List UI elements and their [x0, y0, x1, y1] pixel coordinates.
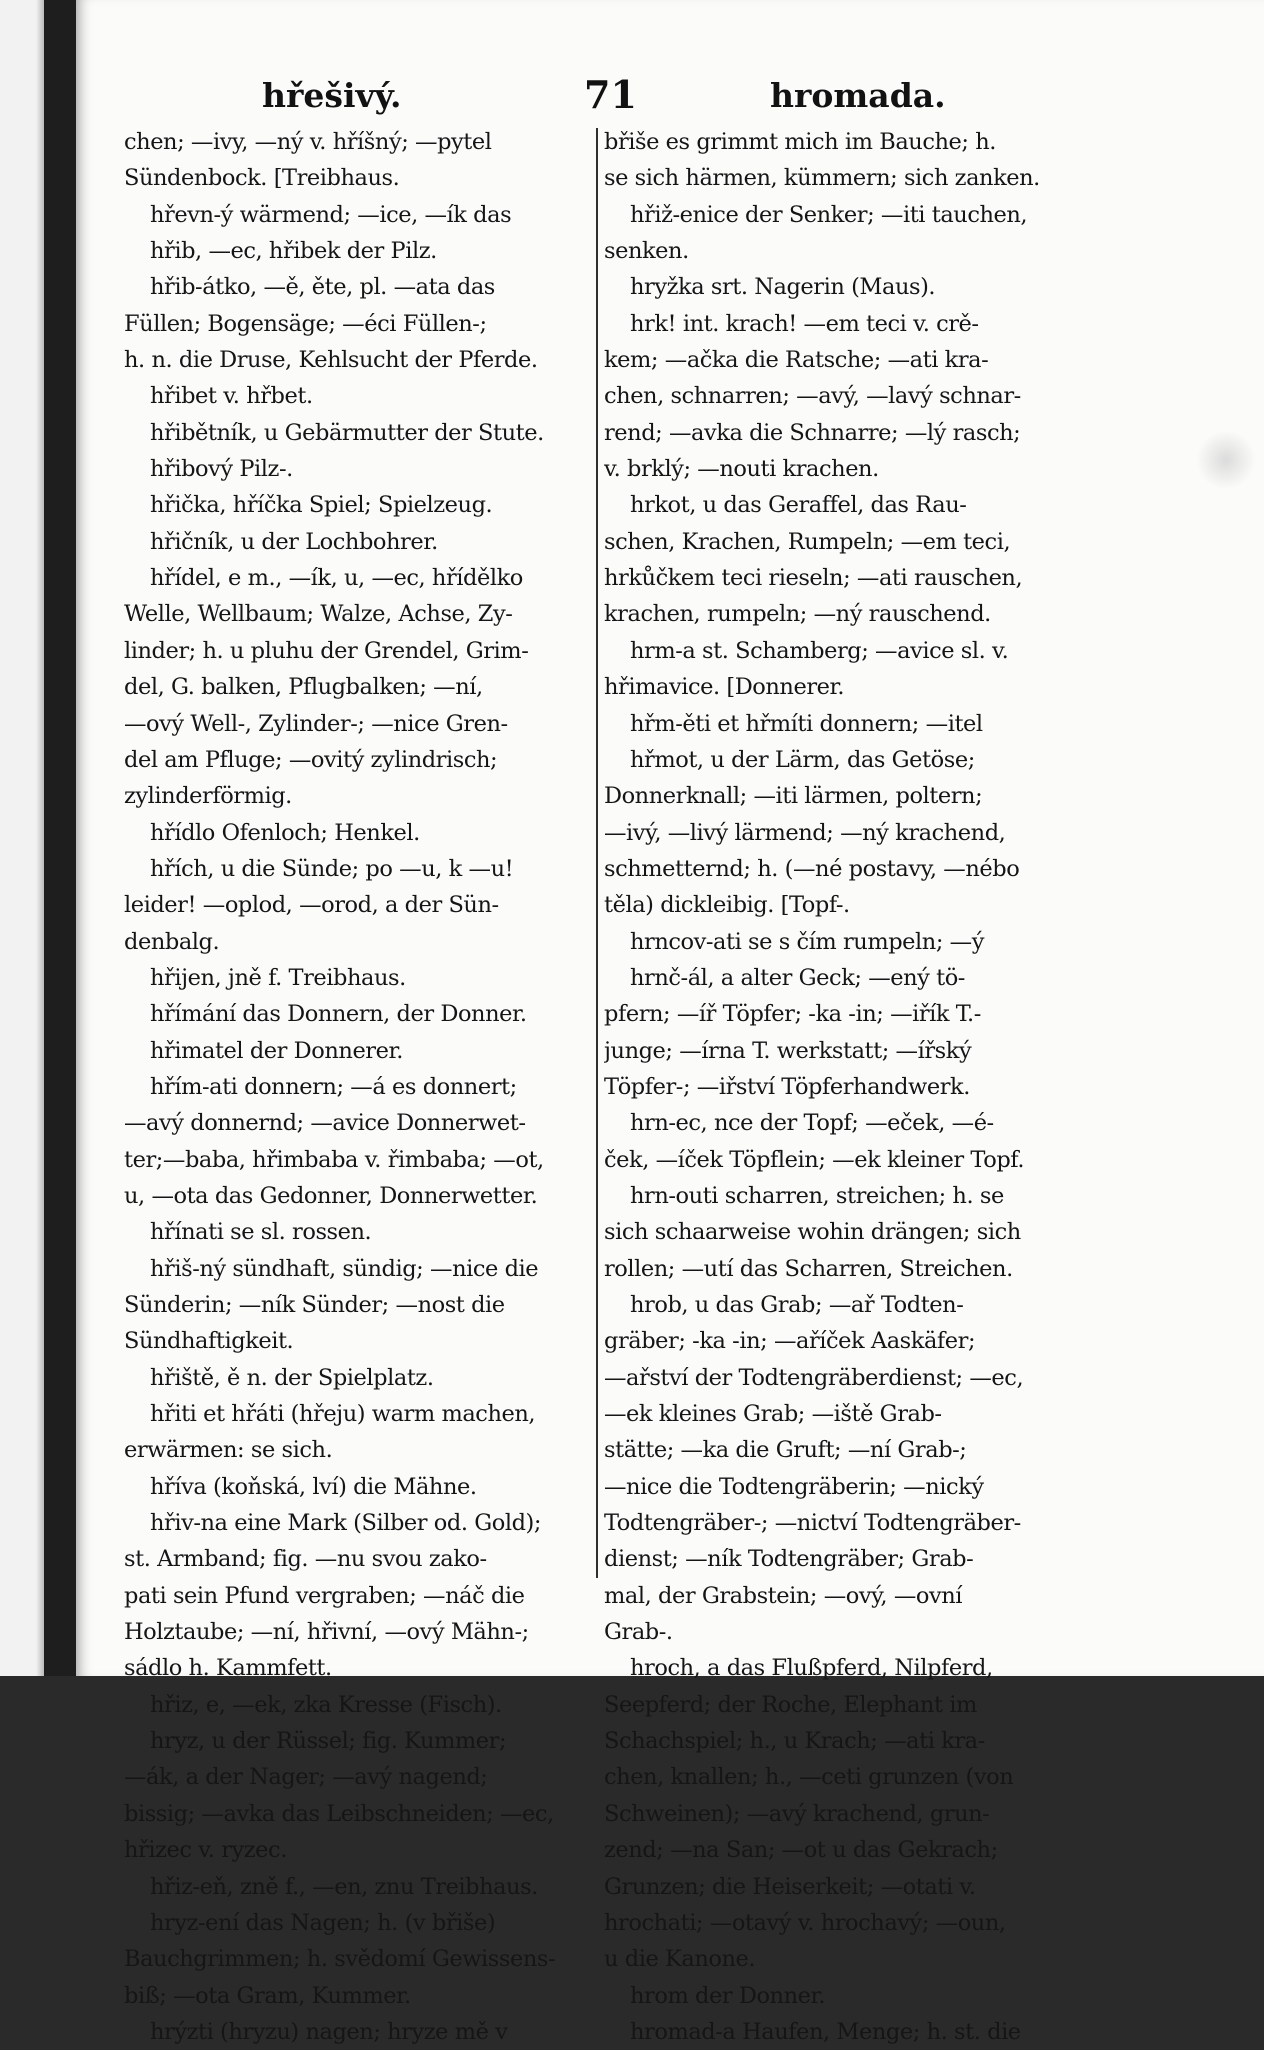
- dictionary-line: junge; —írna T. werkstatt; —ířský: [604, 1037, 972, 1064]
- left-column: [124, 124, 636, 2050]
- dictionary-line: hřimatel der Donnerer.: [150, 1037, 404, 1064]
- dictionary-line: krachen, rumpeln; —ný rauschend.: [604, 601, 991, 628]
- dictionary-line: schmetternd; h. (—né postavy, —nébo: [604, 855, 1020, 882]
- dictionary-line: st. Armband; fig. —nu svou zako-: [124, 1546, 487, 1573]
- dictionary-line: Holztaube; —ní, hřivní, —ový Mähn-;: [124, 1619, 529, 1646]
- dictionary-line: hrom der Donner.: [630, 1982, 826, 2009]
- dictionary-line: rollen; —utí das Scharren, Streichen.: [604, 1255, 1013, 1282]
- dictionary-line: hřibet v. hřbet.: [150, 383, 313, 410]
- dictionary-line: sádlo h. Kammfett.: [124, 1655, 332, 1682]
- right-column: [604, 124, 1144, 2050]
- dictionary-line: h. n. die Druse, Kehlsucht der Pferde.: [124, 347, 538, 374]
- dictionary-line: hřiz-eň, zně f., —en, znu Treibhaus.: [150, 1873, 538, 1900]
- dictionary-line: hryz, u der Rüssel; fig. Kummer;: [150, 1728, 507, 1755]
- dictionary-line: denbalg.: [124, 928, 220, 955]
- dictionary-line: biß; —ota Gram, Kummer.: [124, 1982, 411, 2009]
- dictionary-line: hřínati se sl. rossen.: [150, 1219, 372, 1246]
- dictionary-line: ček, —íček Töpflein; —ek kleiner Topf.: [604, 1146, 1025, 1173]
- running-header: [76, 70, 1264, 120]
- dictionary-line: —ařství der Todtengräberdienst; —ec,: [604, 1364, 1024, 1391]
- dictionary-line: hřiš-ný sündhaft, sündig; —nice die: [150, 1255, 539, 1282]
- dictionary-line: u die Kanone.: [604, 1946, 756, 1973]
- dictionary-line: hříva (koňská, lví) die Mähne.: [150, 1473, 477, 1500]
- dictionary-line: Schachspiel; h., u Krach; —ati kra-: [604, 1728, 985, 1755]
- dictionary-line: hrýzti (hryzu) nagen; hryze mě v: [150, 2018, 508, 2045]
- dictionary-line: zylinderförmig.: [124, 783, 292, 810]
- dictionary-line: hryžka srt. Nagerin (Maus).: [630, 274, 936, 301]
- dictionary-line: hřibový Pilz-.: [150, 456, 293, 483]
- dictionary-line: pfern; —íř Töpfer; -ka -in; —iřík T.-: [604, 1001, 981, 1028]
- dictionary-line: těla) dickleibig. [Topf-.: [604, 892, 850, 919]
- dictionary-line: hřímání das Donnern, der Donner.: [150, 1001, 527, 1028]
- dictionary-line: stätte; —ka die Gruft; —ní Grab-;: [604, 1437, 967, 1464]
- dictionary-line: mal, der Grabstein; —ový, —ovní: [604, 1582, 963, 1609]
- dictionary-line: hřmot, u der Lärm, das Getöse;: [630, 746, 975, 773]
- dictionary-line: Grunzen; die Heiserkeit; —otati v.: [604, 1873, 976, 1900]
- dictionary-line: hroch, a das Flußpferd, Nilpferd,: [630, 1655, 993, 1682]
- dictionary-line: hrkůčkem teci rieseln; —ati rauschen,: [604, 565, 1023, 592]
- dictionary-line: Töpfer-; —iřství Töpferhandwerk.: [604, 1073, 970, 1100]
- dictionary-line: Welle, Wellbaum; Walze, Achse, Zy-: [124, 601, 513, 628]
- dictionary-line: hrochati; —otavý v. hrochavý; —oun,: [604, 1909, 1006, 1936]
- dictionary-line: hřimavice. [Donnerer.: [604, 674, 845, 701]
- dictionary-line: Grab-.: [604, 1619, 673, 1646]
- dictionary-line: Schweinen); —avý krachend, grun-: [604, 1800, 990, 1827]
- dictionary-line: hrob, u das Grab; —ař Todten-: [630, 1292, 964, 1318]
- header-last-headword: hromada.: [770, 76, 946, 115]
- dictionary-line: hřím-ati donnern; —á es donnert;: [150, 1073, 517, 1100]
- dictionary-line: hřib, —ec, hřibek der Pilz.: [150, 238, 437, 265]
- dictionary-line: del, G. balken, Pflugbalken; —ní,: [124, 674, 483, 701]
- dictionary-line: hřích, u die Sünde; po —u, k —u!: [150, 855, 514, 882]
- dictionary-line: Füllen; Bogensäge; —éci Füllen-;: [124, 310, 487, 337]
- dictionary-line: leider! —oplod, —orod, a der Sün-: [124, 892, 499, 919]
- dictionary-line: ter;—baba, hřimbaba v. řimbaba; —ot,: [124, 1146, 544, 1173]
- dictionary-line: senken.: [604, 238, 689, 265]
- dictionary-line: erwärmen: se sich.: [124, 1437, 333, 1464]
- dictionary-line: Todtengräber-; —nictví Todtengräber-: [604, 1510, 1021, 1537]
- dictionary-line: bissig; —avka das Leibschneiden; —ec,: [124, 1800, 554, 1827]
- dictionary-line: —ový Well-, Zylinder-; —nice Gren-: [124, 710, 508, 737]
- scan-smudge: [1196, 430, 1256, 490]
- dictionary-line: hromad-a Haufen, Menge; h. st. die: [630, 2018, 1021, 2045]
- dictionary-line: hřiště, ě n. der Spielplatz.: [150, 1364, 434, 1391]
- dictionary-line: —ek kleines Grab; —iště Grab-: [604, 1401, 942, 1428]
- dictionary-line: hřib-átko, —ě, ěte, pl. —ata das: [150, 274, 495, 301]
- dictionary-line: hřičník, u der Lochbohrer.: [150, 528, 438, 555]
- dictionary-line: hrkot, u das Geraffel, das Rau-: [630, 492, 967, 519]
- dictionary-line: hřevn-ý wärmend; —ice, —ík das: [150, 201, 512, 228]
- dictionary-line: hřiti et hřáti (hřeju) warm machen,: [150, 1401, 536, 1428]
- dictionary-line: chen; —ivy, —ný v. hříšný; —pytel: [124, 129, 492, 155]
- dictionary-line: hřm-ěti et hřmíti donnern; —itel: [630, 710, 983, 737]
- dictionary-line: hřiz, e, —ek, zka Kresse (Fisch).: [150, 1691, 502, 1718]
- dictionary-line: hřídlo Ofenloch; Henkel.: [150, 819, 420, 846]
- dictionary-line: del am Pfluge; —ovitý zylindrisch;: [124, 746, 498, 773]
- dictionary-line: v. brklý; —nouti krachen.: [604, 456, 879, 483]
- dictionary-line: hrm-a st. Schamberg; —avice sl. v.: [630, 637, 1009, 664]
- dictionary-page: [76, 0, 1264, 2045]
- dictionary-line: chen, knallen; h., —ceti grunzen (von: [604, 1764, 1014, 1791]
- dictionary-line: hřička, hříčka Spiel; Spielzeug.: [150, 492, 493, 519]
- dictionary-line: Sündhaftigkeit.: [124, 1328, 294, 1355]
- dictionary-line: hřiv-na eine Mark (Silber od. Gold);: [150, 1510, 542, 1537]
- dictionary-line: linder; h. u pluhu der Grendel, Grim-: [124, 637, 529, 664]
- dictionary-line: hrn-outi scharren, streichen; h. se: [630, 1182, 1004, 1209]
- dictionary-line: hřibětník, u Gebärmutter der Stute.: [150, 419, 544, 446]
- header-first-headword: hřešivý.: [262, 76, 402, 115]
- dictionary-line: gräber; -ka -in; —aříček Aaskäfer;: [604, 1328, 976, 1355]
- page-number: 71: [584, 72, 637, 117]
- dictionary-line: hrk! int. krach! —em teci v. crě-: [630, 310, 979, 337]
- dictionary-line: Sünderin; —ník Sünder; —nost die: [124, 1292, 505, 1318]
- dictionary-line: Bauchgrimmen; h. svědomí Gewissens-: [124, 1946, 556, 1973]
- dictionary-line: —ivý, —livý lärmend; —ný krachend,: [604, 819, 1006, 846]
- dictionary-line: rend; —avka die Schnarre; —lý rasch;: [604, 419, 1021, 446]
- dictionary-line: Sündenbock. [Treibhaus.: [124, 165, 400, 192]
- dictionary-line: se sich härmen, kümmern; sich zanken.: [604, 165, 1040, 192]
- dictionary-line: hryz-ení das Nagen; h. (v břiše): [150, 1909, 496, 1936]
- dictionary-line: sich schaarweise wohin drängen; sich: [604, 1219, 1021, 1246]
- dictionary-line: schen, Krachen, Rumpeln; —em teci,: [604, 528, 1011, 555]
- dictionary-line: —nice die Todtengräberin; —nický: [604, 1473, 984, 1500]
- dictionary-line: kem; —ačka die Ratsche; —ati kra-: [604, 347, 989, 374]
- dictionary-line: pati sein Pfund vergraben; —náč die: [124, 1582, 525, 1609]
- dictionary-line: hrn-ec, nce der Topf; —eček, —é-: [630, 1110, 994, 1137]
- dictionary-line: hrncov-ati se s čím rumpeln; —ý: [630, 928, 984, 955]
- dictionary-line: dienst; —ník Todtengräber; Grab-: [604, 1546, 974, 1573]
- dictionary-line: hřizec v. ryzec.: [124, 1837, 287, 1864]
- dictionary-line: chen, schnarren; —avý, —lavý schnar-: [604, 383, 1021, 410]
- dictionary-line: Seepferd; der Roche, Elephant im: [604, 1691, 977, 1718]
- dictionary-line: —avý donnernd; —avice Donnerwet-: [124, 1110, 526, 1137]
- dictionary-line: zend; —na San; —ot u das Gekrach;: [604, 1837, 998, 1864]
- previous-page-edge: [0, 0, 44, 1676]
- dictionary-line: —ák, a der Nager; —avý nagend;: [124, 1764, 488, 1791]
- dictionary-line: hřiž-enice der Senker; —iti tauchen,: [630, 201, 1028, 228]
- dictionary-line: hřijen, jně f. Treibhaus.: [150, 964, 406, 991]
- dictionary-line: u, —ota das Gedonner, Donnerwetter.: [124, 1182, 538, 1209]
- column-divider: [596, 128, 598, 1578]
- dictionary-line: hřídel, e m., —ík, u, —ec, hřídělko: [150, 565, 523, 592]
- dictionary-line: břiše es grimmt mich im Bauche; h.: [604, 129, 996, 155]
- dictionary-line: hrnč-ál, a alter Geck; —ený tö-: [630, 964, 965, 991]
- dictionary-line: Donnerknall; —iti lärmen, poltern;: [604, 783, 983, 810]
